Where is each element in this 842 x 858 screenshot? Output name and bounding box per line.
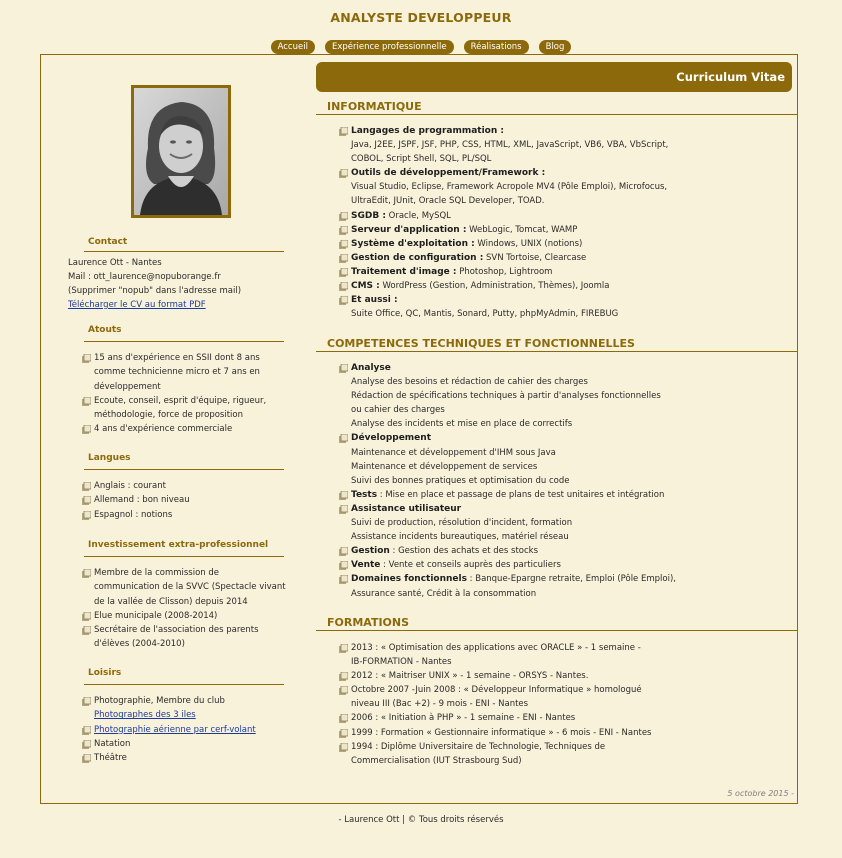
item-detail: Octobre 2007 -Juin 2008 : « Développeur Informatique » homologué <box>351 685 642 696</box>
item-detail: Java, J2EE, JSPF, JSF, PHP, CSS, HTML, XML, JavaScript, VB6, VBA, VbScript, <box>351 140 669 151</box>
bullet-icon <box>82 612 91 621</box>
photographes-club-link[interactable]: Photographes des 3 iles <box>94 710 196 721</box>
langues-section <box>68 453 286 522</box>
item-title: Vente <box>351 560 381 571</box>
item-detail: 2013 : « Optimisation des applications avec ORACLE » - 1 semaine - <box>351 643 641 653</box>
list-item <box>337 361 797 431</box>
list-item <box>337 669 797 683</box>
item-title: CMS : <box>351 281 380 292</box>
nav-experience[interactable]: Expérience professionnelle <box>325 40 454 54</box>
bullet-icon <box>339 644 348 653</box>
bullet-icon <box>339 561 348 570</box>
contact-note: (Supprimer "nopub" dans l'adresse mail) <box>68 286 242 296</box>
list-item <box>68 723 286 737</box>
investissement-list <box>68 566 286 652</box>
list-item: Elue municipale (2008-2014) <box>68 609 286 623</box>
item-title: Outils de développement/Framework : <box>351 168 546 179</box>
banner-title: Curriculum Vitae <box>676 70 785 84</box>
list-item: Théâtre <box>68 751 286 765</box>
item-title: Développement <box>351 433 431 444</box>
loisirs-heading: Loisirs <box>88 668 122 678</box>
bullet-icon <box>339 240 348 249</box>
bullet-icon <box>82 397 91 406</box>
item-title: Système d'exploitation : <box>351 238 475 249</box>
item-detail: COBOL, Script Shell, SQL, PL/SQL <box>351 154 492 165</box>
update-date: 5 octobre 2015 - <box>727 789 794 798</box>
list-item <box>337 683 797 711</box>
list-item <box>337 209 797 223</box>
bullet-icon <box>339 714 348 723</box>
bullet-icon <box>339 505 348 514</box>
competences-list <box>337 361 797 601</box>
competences-heading: COMPETENCES TECHNIQUES ET FONCTIONNELLES <box>316 337 798 352</box>
item-detail: Suite Office, QC, Mantis, Sonard, Putty, phpMyAdmin, FIREBUG <box>351 309 619 320</box>
list-item <box>337 740 797 768</box>
loisirs-list <box>68 694 286 765</box>
bullet-icon <box>82 626 91 635</box>
divider <box>84 684 284 685</box>
contact-heading: Contact <box>88 237 128 247</box>
contact-name: Laurence Ott - Nantes <box>68 258 162 268</box>
bullet-icon <box>339 547 348 556</box>
item-value: SVN Tortoise, Clearcase <box>483 252 587 263</box>
divider <box>84 469 284 470</box>
item-title: Domaines fonctionnels <box>351 574 467 585</box>
bullet-icon <box>82 354 91 363</box>
item-value: Photoshop, Lightroom <box>456 266 553 277</box>
item-value: : Banque-Epargne retraite, Emploi (Pôle Emploi), <box>466 574 676 585</box>
list-item: 15 ans d'expérience en SSII dont 8 ans comme technicienne micro et 7 ans en développement <box>68 351 286 394</box>
bullet-icon <box>82 511 91 520</box>
bullet-icon <box>339 282 348 291</box>
item-title: Tests <box>351 489 378 500</box>
item-title: Serveur d'application : <box>351 224 467 235</box>
item-value: WordPress (Gestion, Administration, Thèmes), Joomla <box>379 281 610 292</box>
nav-accueil[interactable]: Accueil <box>271 40 315 54</box>
contact-details <box>68 256 286 312</box>
item-detail: 2006 : « Initiation à PHP » - 1 semaine - ENI - Nantes <box>351 713 576 724</box>
item-detail: niveau III (Bac +2) - 9 mois - ENI - Nantes <box>351 699 529 710</box>
item-title: Assistance utilisateur <box>351 503 462 514</box>
bullet-icon <box>339 575 348 584</box>
bullet-icon <box>82 425 91 434</box>
list-item <box>337 488 797 502</box>
bullet-icon <box>82 482 91 491</box>
item-detail: IB-FORMATION - Nantes <box>351 657 452 668</box>
atouts-section <box>68 325 286 437</box>
item-detail: 1999 : Formation « Gestionnaire informatique » - 6 mois - ENI - Nantes <box>351 727 652 738</box>
nav-blog[interactable]: Blog <box>539 40 572 54</box>
bullet-icon <box>339 686 348 695</box>
bullet-icon <box>82 496 91 505</box>
bullet-icon <box>339 364 348 373</box>
aerial-photo-link[interactable]: Photographie aérienne par cerf-volant <box>94 724 256 735</box>
main-nav <box>0 40 842 54</box>
item-detail: Rédaction de spécifications techniques à partir d'analyses fonctionnelles <box>351 391 661 402</box>
investissement-section <box>68 540 286 652</box>
download-cv-link[interactable]: Télécharger le CV au format PDF <box>68 300 206 310</box>
list-item <box>337 431 797 487</box>
site-title: ANALYSTE DEVELOPPEUR <box>330 10 512 25</box>
list-item <box>337 279 797 293</box>
bullet-icon <box>339 491 348 500</box>
item-detail: Assurance santé, Crédit à la consommation <box>351 588 537 599</box>
footer: - Laurence Ott | © Tous droits réservés <box>338 815 504 825</box>
list-item <box>337 641 797 669</box>
list-item: Secrétaire de l'association des parents d'élèves (2004-2010) <box>68 623 286 652</box>
item-value: : Vente et conseils auprès des particuliers <box>380 560 561 571</box>
item-detail: Assistance incidents bureautiques, matériel réseau <box>351 532 569 543</box>
bullet-icon <box>82 726 91 735</box>
bullet-icon <box>339 226 348 235</box>
list-item: Ecoute, conseil, esprit d'équipe, rigueur, méthodologie, force de proposition <box>68 394 286 423</box>
list-item <box>337 237 797 251</box>
formations-heading: FORMATIONS <box>316 616 798 631</box>
informatique-heading: INFORMATIQUE <box>316 100 798 115</box>
list-item <box>337 711 797 725</box>
item-value: : Gestion des achats et des stocks <box>389 546 539 557</box>
item-title: Traitement d'image : <box>351 266 457 277</box>
contact-mail: Mail : ott_laurence@nopuborange.fr <box>68 272 221 282</box>
atouts-list <box>68 351 286 437</box>
list-item <box>337 166 797 208</box>
list-item <box>337 265 797 279</box>
item-title: Langages de programmation : <box>351 126 505 136</box>
list-item <box>337 124 797 166</box>
atouts-heading: Atouts <box>88 325 122 335</box>
item-value: WebLogic, Tomcat, WAMP <box>466 224 578 235</box>
item-value: Oracle, MySQL <box>385 210 451 221</box>
list-item: Espagnol : notions <box>68 508 286 522</box>
item-detail: Maintenance et développement d'IHM sous Java <box>351 447 556 458</box>
item-title: Gestion de configuration : <box>351 252 484 263</box>
contact-section <box>68 237 286 312</box>
list-item: 4 ans d'expérience commerciale <box>68 422 286 436</box>
divider <box>84 556 284 557</box>
list-item <box>337 223 797 237</box>
item-detail: ou cahier des charges <box>351 405 445 416</box>
item-detail: Maintenance et développement de services <box>351 461 538 472</box>
bullet-icon <box>82 697 91 706</box>
item-title: Et aussi : <box>351 295 398 306</box>
divider <box>84 341 284 342</box>
item-detail: UltraEdit, JUnit, Oracle SQL Developer, TOAD. <box>351 196 545 207</box>
list-item <box>337 558 797 572</box>
loisirs-section <box>68 668 286 765</box>
item-title: Gestion <box>351 546 390 557</box>
formations-list <box>337 641 797 768</box>
item-detail: Suivi des bonnes pratiques et optimisation du code <box>351 475 570 486</box>
item-title: Analyse <box>351 363 391 373</box>
nav-realisations[interactable]: Réalisations <box>464 40 529 54</box>
list-item: Photographie, Membre du club Photographes des 3 iles <box>68 694 286 723</box>
item-detail: Commercialisation (IUT Strasbourg Sud) <box>351 755 522 766</box>
cv-banner <box>316 62 792 92</box>
bullet-icon <box>339 127 348 136</box>
bullet-icon <box>339 268 348 277</box>
bullet-icon <box>339 254 348 263</box>
item-detail: 2012 : « Maitriser UNIX » - 1 semaine - ORSYS - Nantes. <box>351 671 589 682</box>
bullet-icon <box>339 169 348 178</box>
portrait-image <box>134 88 228 215</box>
bullet-icon <box>339 743 348 752</box>
item-detail: Analyse des incidents et mise en place de correctifs <box>351 419 573 430</box>
bullet-icon <box>339 434 348 443</box>
item-title: SGDB : <box>351 210 386 221</box>
list-item: Anglais : courant <box>68 479 286 493</box>
bullet-icon <box>339 296 348 305</box>
list-item <box>337 572 797 600</box>
bullet-icon <box>339 212 348 221</box>
item-detail: 1994 : Diplôme Universitaire de Technologie, Techniques de <box>351 741 606 752</box>
list-item <box>337 293 797 321</box>
item-detail: Suivi de production, résolution d'incident, formation <box>351 518 573 529</box>
list-item <box>337 502 797 544</box>
list-item <box>337 251 797 265</box>
divider <box>84 251 284 252</box>
list-item: Natation <box>68 737 286 751</box>
item-detail: Visual Studio, Eclipse, Framework Acropole MV4 (Pôle Emploi), Microfocus, <box>351 182 668 193</box>
item-detail: Analyse des besoins et rédaction de cahier des charges <box>351 377 588 388</box>
langues-heading: Langues <box>88 453 131 463</box>
list-item <box>337 544 797 558</box>
list-item: Membre de la commission de communication de la SVVC (Spectacle vivant de la vallée de Clisson) depuis 2014 <box>68 566 286 609</box>
list-item <box>337 726 797 740</box>
item-value: Windows, UNIX (notions) <box>474 238 583 249</box>
langues-list <box>68 479 286 522</box>
bullet-icon <box>339 672 348 681</box>
bullet-icon <box>339 729 348 738</box>
investissement-heading: Investissement extra-professionnel <box>88 540 269 550</box>
profile-photo <box>131 85 231 218</box>
informatique-list <box>337 124 797 321</box>
list-item: Allemand : bon niveau <box>68 493 286 507</box>
bullet-icon <box>82 740 91 749</box>
bullet-icon <box>82 754 91 763</box>
item-value: : Mise en place et passage de plans de test unitaires et intégration <box>377 489 665 500</box>
bullet-icon <box>82 569 91 578</box>
